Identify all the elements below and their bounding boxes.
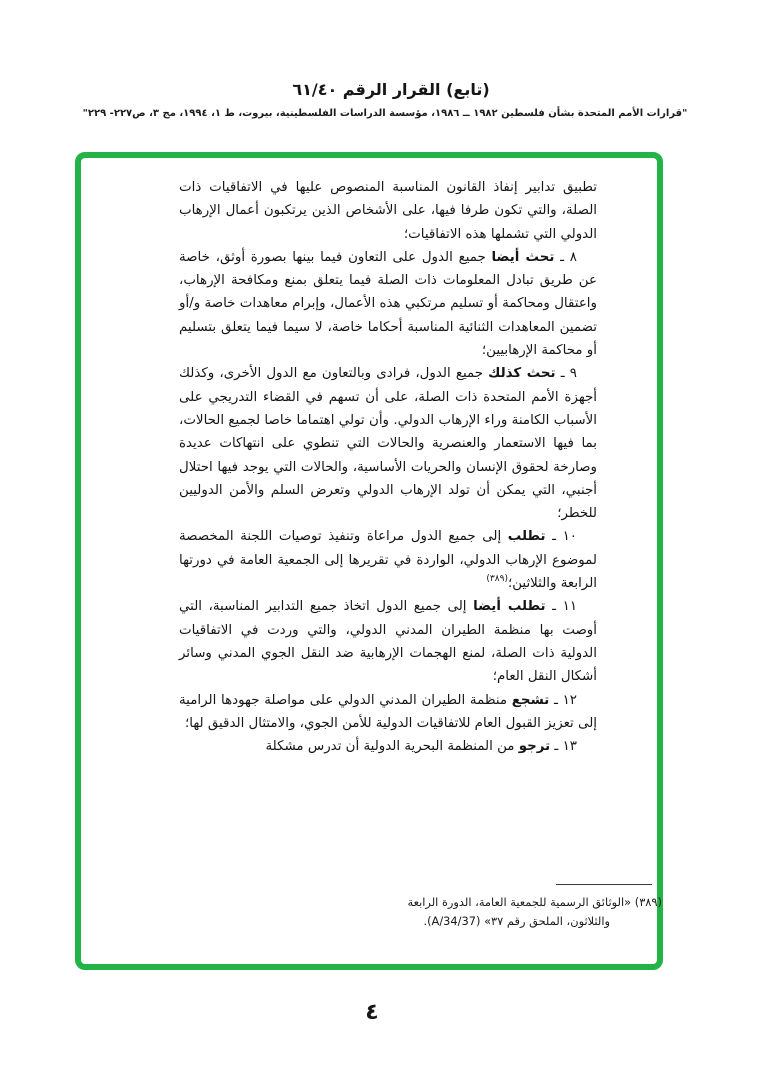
paragraph-text: إلى جميع الدول مراعاة وتنفيذ توصيات اللجنة المخصصة لموضوع الإرهاب الدولي، الواردة في تقريرها إلى الجمعية العامة في دورتها الرابعة والثلاثين؛ [179,529,597,592]
paragraph-text: من المنظمة البحرية الدولية أن تدرس مشكلة [265,739,515,755]
body-paragraph [179,735,597,758]
body-paragraph [179,595,597,688]
paragraph-keyword: تحث كذلك [488,366,556,382]
paragraph-number: ١٢ ـ [553,692,577,708]
paragraph-keyword: تحث أيضا [491,249,555,265]
body-paragraph [179,689,597,736]
paragraph-keyword: تطلب [507,529,546,545]
source-citation: "قرارات الأمم المتحدة بشأن فلسطين ١٩٨٢ ــ ١٩٨٦، مؤسسة الدراسات الفلسطينية، بيروت، ط ١، ١٩٩٤، مج ٣، ص٢٢٧- ٢٢٩" [82,108,688,119]
paragraph-number: ٨ ـ [560,249,577,265]
paragraph-keyword: ترجو [518,739,551,755]
body-paragraph [179,176,597,246]
paragraph-keyword: تطلب أيضا [473,599,546,615]
paragraph-keyword: تشجع [511,692,550,708]
paragraph-number: ٩ ـ [560,366,577,382]
paragraph-text: إلى جميع الدول اتخاذ جميع التدابير المناسبة، التي أوصت بها منظمة الطيران المدني الدولي، والتي وردت في الاتفاقيات الدولية ذات الصلة، لمنع الهجمات الإرهابية ضد النقل الجوي المدني وسائر أشكال النقل العام؛ [179,599,597,685]
paragraph-number: ١١ ـ [552,599,578,615]
paragraph-number: ١٠ ـ [552,529,577,545]
document-body [179,176,597,758]
paragraph-text: تطبيق تدابير إنفاذ القانون المناسبة المنصوص عليها في الاتفاقيات ذات الصلة، والتي تكون طرفا فيها، على الأشخاص الذين يرتكبون أعمال الإرهاب الدولي التي تشملها هذه الاتفاقيات؛ [179,180,597,242]
footnote: (٣٨٩) «الوثائق الرسمية للجمعية العامة، الدورة الرابعة والثلاثون، الملحق رقم ٣٧» ‎(A/34/37)‎. [407,895,662,928]
footnote-reference: (٣٨٩) [486,574,508,585]
paragraph-text: جميع الدول على التعاون فيما بينها بصورة أوثق، خاصة عن طريق تبادل المعلومات ذات الصلة فيما يتعلق بمنع ومكافحة الإرهاب، واعتقال ومحاكمة أو تسليم مرتكبي هذه الأعمال، وإبرام معاهدات خاصة و/أو تضمين المعاهدات الثنائية المناسبة أحكاما خاصة، لا سيما فيما يتعلق بتسليم أو محاكمة الإرهابيين؛ [179,249,597,359]
paragraph-text: منظمة الطيران المدني الدولي على مواصلة جهودها الرامية إلى تعزيز القبول العام للاتفاقيات الدولية للأمن الجوي، والامتثال الدقيق لها؛ [179,692,597,731]
document-title: (تابع) القرار الرقم ٤٠‏/‏٦١ [292,80,490,99]
paragraph-text: جميع الدول، فرادى وبالتعاون مع الدول الأخرى، وكذلك أجهزة الأمم المتحدة ذات الصلة، على أن تسهم في القضاء التدريجي على الأسباب الكامنة وراء الإرهاب الدولي. وأن تولي اهتماما خاصا لجميع الحالات، بما فيها الاستعمار والعنصرية والحالات التي تنطوي على انتهاكات عديدة وصارخة لحقوق الإنسان والحريات الأساسية، والحالات التي يوجد فيها احتلال أجنبي، التي يمكن أن تولد الإرهاب الدولي وتعرض السلم والأمن الدوليين للخطر؛ [179,366,597,522]
footnote-separator [556,884,652,885]
body-paragraph [179,525,597,595]
body-paragraph [179,362,597,525]
paragraph-number: ١٣ ـ [554,739,577,755]
page-number: ٤ [365,1000,379,1025]
body-paragraph [179,246,597,362]
